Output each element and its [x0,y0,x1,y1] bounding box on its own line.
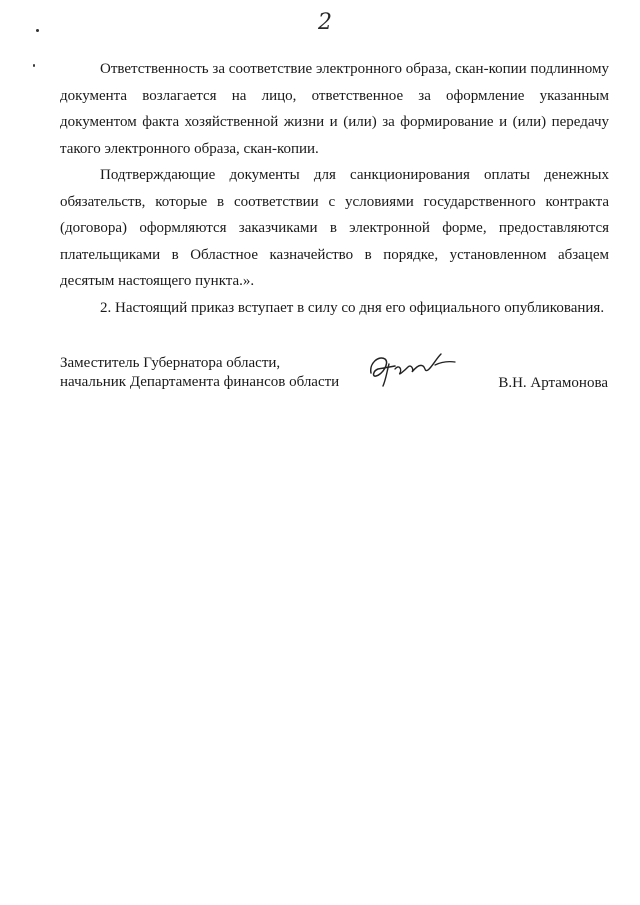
page-number: 2 [318,10,332,35]
signer-name: В.Н. Артамонова [498,375,608,391]
paragraph-supporting-documents: Подтверждающие документы для санкционирования оплаты денежных обязательств, которые в соответствии с условиями государственного контракта (договора) оформляются заказчиками в электронной форме, предоставляются плательщиками в Областное казначейство в порядке, установленном абзацем десятым настоящего пункта.». [60,167,609,289]
scan-speck [33,64,35,67]
signer-title-line-1: Заместитель Губернатора области, [60,355,281,371]
signer-title-line-2: начальник Департамента финансов области [60,374,340,390]
handwritten-signature [365,349,460,389]
signature-block [60,355,610,405]
paragraph-responsibility: Ответственность за соответствие электронного образа, скан-копии подлинному документа возлагается на лицо, ответственное за оформление указанным документом факта хозяйственной жизни и (или) за формирование и (или) передачу такого электронного образа, скан-копии. [60,61,609,157]
document-body [60,56,609,321]
scan-speck [36,29,39,32]
paragraph-effective-date: 2. Настоящий приказ вступает в силу со дня его официального опубликования. [100,299,605,316]
